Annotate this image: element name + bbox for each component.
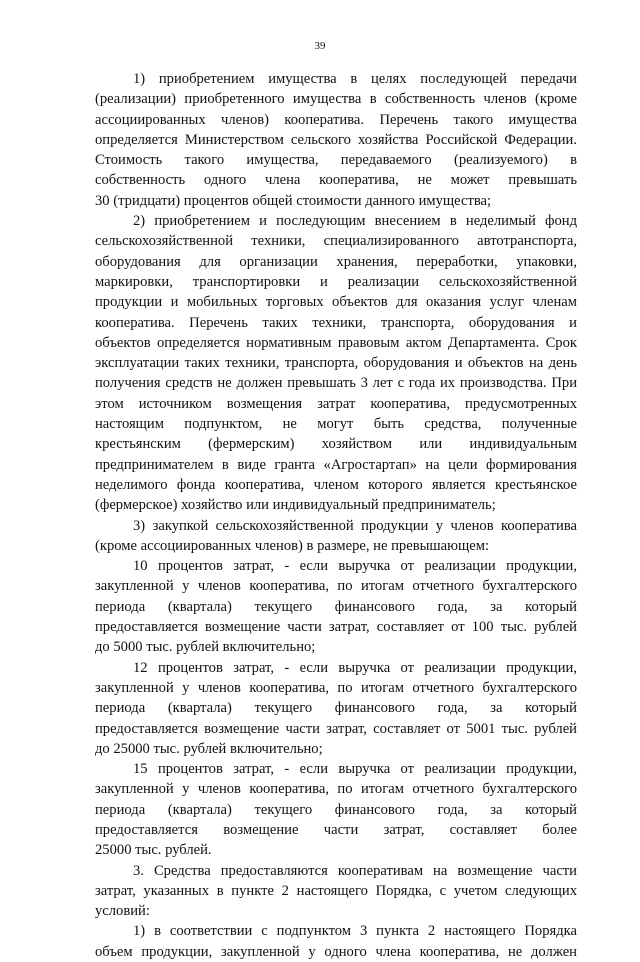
paragraph [95,861,577,922]
text-line: эксплуатации таких техники, транспорта, оборудования и объектов на день [95,355,577,372]
text-line: объем продукции, закупленной у одного члена кооператива, не должен [95,943,577,960]
text-line: 10 процентов затрат, - если выручка от реализации продукции, [133,558,577,575]
text-line: периода (квартала) текущего финансового года, за который [95,700,577,717]
text-line: кооператива. Перечень таких техники, транспорта, оборудования и [95,314,577,331]
text-line: крестьянским (фермерским) хозяйством или индивидуальным [95,436,577,453]
paragraph [95,658,577,759]
text-line: 30 (тридцати) процентов общей стоимости данного имущества; [95,192,492,209]
paragraph [95,921,577,962]
paragraph [95,759,577,860]
text-line: продукции и мобильных торговых объектов для оказания услуг членам [95,294,577,311]
paragraph [95,556,577,657]
text-line: 3) закупкой сельскохозяйственной продукции у членов кооператива [133,517,577,534]
text-line: объектов определяется нормативным правовым актом Департамента. Срок [95,334,577,351]
text-line: Стоимость такого имущества, передаваемого (реализуемого) в [95,152,577,169]
text-line: (реализации) приобретенного имущества в собственность членов (кроме [95,91,577,108]
text-line: закупленной у членов кооператива, по итогам отчетного бухгалтерского [95,578,577,595]
text-line: периода (квартала) текущего финансового года, за который [95,801,577,818]
text-line: получения средств не должен превышать 3 лет с года их производства. При [95,375,577,392]
text-line: неделимого фонда кооператива, членом которого является крестьянское [95,476,577,493]
text-line: 2) приобретением и последующим внесением в неделимый фонд [133,213,577,230]
text-line: этом источником возмещения затрат кооператива, предусмотренных [95,395,577,412]
text-line: предпринимателем в виде гранта «Агростартап» на цели формирования [95,456,577,473]
text-line: определяется Министерством сельского хозяйства Российской Федерации. [95,131,577,148]
text-line: закупленной у членов кооператива, по итогам отчетного бухгалтерского [95,679,577,696]
text-line: условий: [95,903,150,920]
page-number: 39 [314,40,326,52]
text-line: оборудования для организации хранения, переработки, упаковки, [95,253,577,270]
text-line: 3. Средства предоставляются кооперативам на возмещение части [133,862,577,879]
paragraph [95,69,577,211]
text-line: 12 процентов затрат, - если выручка от реализации продукции, [133,659,577,676]
text-line: 1) приобретением имущества в целях последующей передачи [133,71,577,87]
text-line: предоставляется возмещение части затрат, составляет от 100 тыс. рублей [95,619,577,636]
text-line: 25000 тыс. рублей. [95,842,212,859]
text-line: периода (квартала) текущего финансового года, за который [95,598,577,615]
text-line: маркировки, транспортировки и реализации сельскохозяйственной [95,273,577,290]
text-line: собственность одного члена кооператива, не может превышать [95,172,577,189]
document-body [95,69,577,962]
text-line: предоставляется возмещение части затрат, составляет более [95,821,577,838]
text-line: 15 процентов затрат, - если выручка от реализации продукции, [133,761,577,778]
text-line: сельскохозяйственной техники, специализированного автотранспорта, [95,233,577,250]
paragraph [95,516,577,557]
text-line: настоящим подпунктом, не могут быть средства, полученные [95,416,577,433]
paragraph [95,211,577,515]
text-line: предоставляется возмещение части затрат, составляет от 5001 тыс. рублей [95,720,577,737]
text-line: затрат, указанных в пункте 2 настоящего Порядка, с учетом следующих [95,882,577,899]
text-line: закупленной у членов кооператива, по итогам отчетного бухгалтерского [95,781,577,798]
text-line: до 25000 тыс. рублей включительно; [95,740,323,757]
text-line: до 5000 тыс. рублей включительно; [95,639,316,656]
text-line: 1) в соответствии с подпунктом 3 пункта 2 настоящего Порядка [133,923,577,940]
text-line: ассоциированных членов) кооператива. Перечень такого имущества [95,111,577,128]
text-line: (кроме ассоциированных членов) в размере, не превышающем: [95,537,490,554]
text-line: (фермерское) хозяйство или индивидуальный предприниматель; [95,497,496,514]
